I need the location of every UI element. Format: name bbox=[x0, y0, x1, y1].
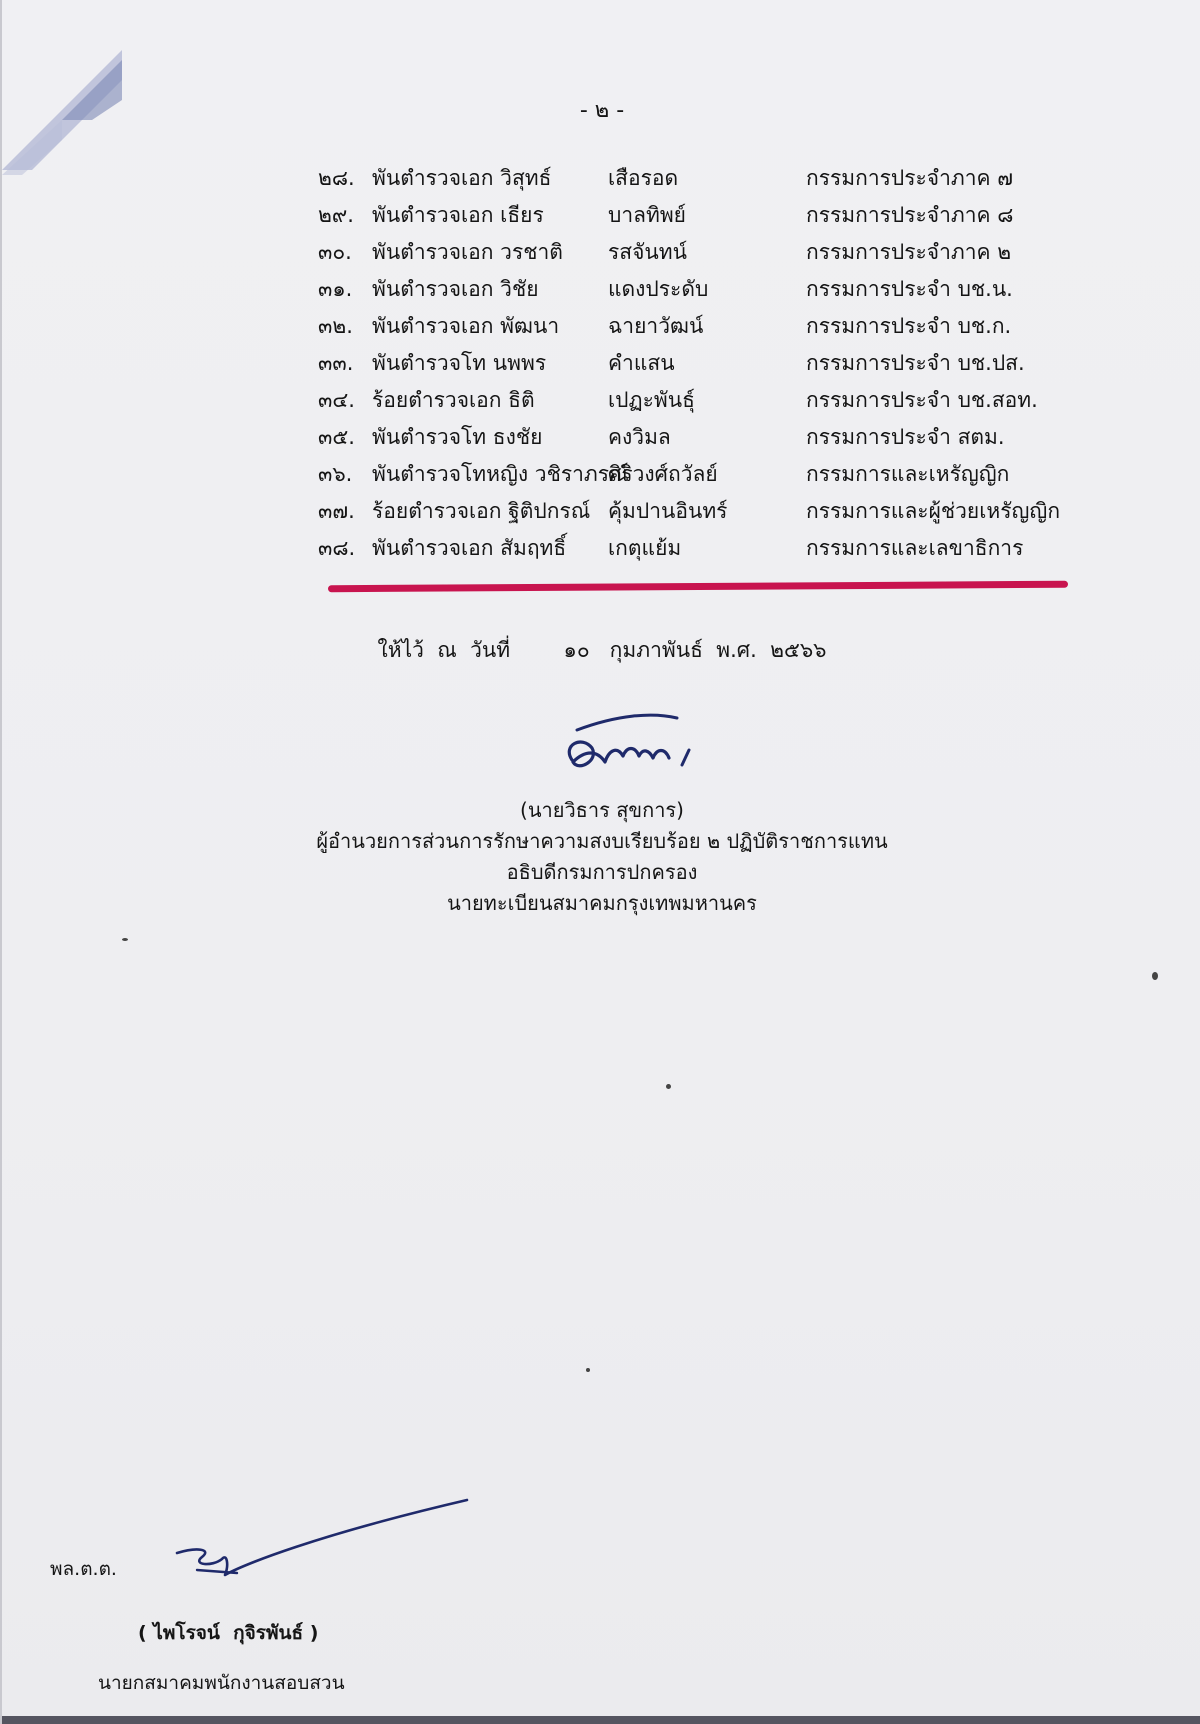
member-surname: บาลทิพย์ bbox=[608, 203, 686, 227]
paper-speck bbox=[666, 1084, 671, 1089]
roster-row bbox=[318, 271, 1078, 308]
roster-row bbox=[318, 530, 1078, 567]
member-name: ร้อยตำรวจเอก ฐิติปกรณ์ bbox=[372, 499, 591, 523]
row-number: ๒๙. bbox=[318, 203, 354, 227]
member-role: กรรมการประจำภาค ๗ bbox=[806, 166, 1014, 190]
row-number: ๓๕. bbox=[318, 425, 355, 449]
roster-row bbox=[318, 160, 1078, 197]
cosigner-title: นายกสมาคมพนักงานสอบสวน bbox=[98, 1672, 345, 1694]
row-number: ๓๓. bbox=[318, 351, 354, 375]
member-surname: เปฏะพันธุ์ bbox=[608, 388, 695, 412]
member-role: กรรมการประจำ บช.ก. bbox=[806, 314, 1012, 338]
member-surname: รสจันทน์ bbox=[608, 240, 687, 264]
row-number: ๓๖. bbox=[318, 462, 353, 486]
row-number: ๒๘. bbox=[318, 166, 355, 190]
member-surname: คุ้มปานอินทร์ bbox=[608, 499, 728, 523]
member-role: กรรมการประจำ สตม. bbox=[806, 425, 1005, 449]
row-number: ๓๒. bbox=[318, 314, 353, 338]
signer-block bbox=[2, 795, 1200, 919]
member-name: พันตำรวจโทหญิง วชิราภรณ์ bbox=[372, 462, 629, 486]
member-role: กรรมการประจำ บช.น. bbox=[806, 277, 1013, 301]
page-number: - ๒ - bbox=[579, 98, 625, 123]
member-role: กรรมการประจำภาค ๘ bbox=[806, 203, 1014, 227]
member-name: พันตำรวจโท ธงชัย bbox=[372, 425, 543, 449]
signer-name: (นายวิธาร สุขการ) bbox=[520, 798, 684, 822]
roster-row bbox=[318, 234, 1078, 271]
roster-row bbox=[318, 419, 1078, 456]
signer-title-line: นายทะเบียนสมาคมกรุงเทพมหานคร bbox=[447, 891, 757, 915]
scan-bottom-edge bbox=[2, 1716, 1200, 1724]
member-name: พันตำรวจเอก วรชาติ bbox=[372, 240, 563, 264]
roster-row bbox=[318, 197, 1078, 234]
row-number: ๓๔. bbox=[318, 388, 355, 412]
signer-signature bbox=[557, 690, 717, 785]
member-name: พันตำรวจเอก วิชัย bbox=[372, 277, 539, 301]
row-number: ๓๑. bbox=[318, 277, 353, 301]
cosign-rank-label: พล.ต.ต. bbox=[50, 1558, 117, 1580]
signer-title-line: อธิบดีกรมการปกครอง bbox=[506, 860, 698, 884]
member-name: พันตำรวจเอก เธียร bbox=[372, 203, 544, 227]
member-role: กรรมการประจำ บช.ปส. bbox=[806, 351, 1025, 375]
member-role: กรรมการประจำ บช.สอท. bbox=[806, 388, 1038, 412]
roster-row bbox=[318, 308, 1078, 345]
member-name: พันตำรวจเอก พัฒนา bbox=[372, 314, 560, 338]
roster-row bbox=[318, 382, 1078, 419]
issue-date: ให้ไว้ ณ วันที่ ๑๐ กุมภาพันธ์ พ.ศ. ๒๕๖๖ bbox=[377, 638, 827, 662]
cosigner-name: ( ไพโรจน์ กุจิรพันธ์ ) bbox=[138, 1622, 319, 1644]
member-role: กรรมการประจำภาค ๒ bbox=[806, 240, 1012, 264]
member-name: ร้อยตำรวจเอก ธิติ bbox=[372, 388, 535, 412]
row-number: ๓๐. bbox=[318, 240, 352, 264]
roster-row bbox=[318, 493, 1078, 530]
member-name: พันตำรวจโท นพพร bbox=[372, 351, 547, 375]
member-surname: แดงประดับ bbox=[608, 277, 709, 301]
row-number: ๓๘. bbox=[318, 536, 356, 560]
roster-row bbox=[318, 456, 1078, 493]
member-role: กรรมการและเหรัญญิก bbox=[806, 462, 1010, 486]
member-surname: คงวิมล bbox=[608, 425, 671, 449]
member-name: พันตำรวจเอก สัมฤทธิ์ bbox=[372, 536, 567, 560]
roster-row bbox=[318, 345, 1078, 382]
member-surname: ศิริวงศ์ถวัลย์ bbox=[608, 462, 718, 486]
member-surname: เกตุแย้ม bbox=[608, 536, 682, 560]
paper-speck bbox=[122, 938, 128, 941]
strikethrough-mark bbox=[328, 581, 1068, 593]
committee-roster bbox=[318, 160, 1078, 567]
member-role: กรรมการและผู้ช่วยเหรัญญิก bbox=[806, 499, 1061, 523]
member-surname: เสือรอด bbox=[608, 166, 679, 190]
row-number: ๓๗. bbox=[318, 499, 355, 523]
member-name: พันตำรวจเอก วิสุทธ์ bbox=[372, 166, 552, 190]
member-surname: คำแสน bbox=[608, 351, 675, 375]
cosigner-signature bbox=[167, 1495, 477, 1585]
paper-speck bbox=[1152, 972, 1158, 980]
signer-title-line: ผู้อำนวยการส่วนการรักษาความสงบเรียบร้อย ๒ ปฏิบัติราชการแทน bbox=[316, 829, 888, 853]
member-surname: ฉายาวัฒน์ bbox=[608, 314, 704, 338]
member-role: กรรมการและเลขาธิการ bbox=[806, 536, 1024, 560]
paper-speck bbox=[586, 1368, 590, 1372]
